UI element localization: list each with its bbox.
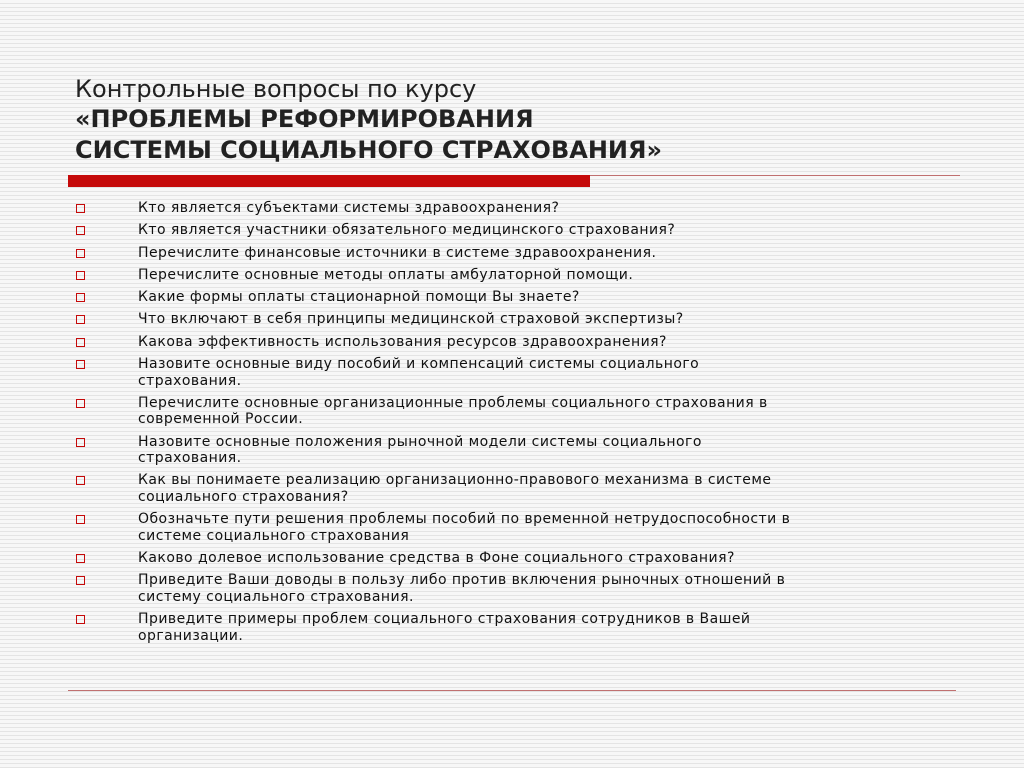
accent-bar xyxy=(68,175,590,187)
question-text: Приведите Ваши доводы в пользу либо против включения рыночных отношений в систему социального страхования. xyxy=(138,572,786,605)
divider-line xyxy=(590,175,960,176)
title-divider xyxy=(68,175,960,187)
question-text: Кто является участники обязательного медицинского страхования? xyxy=(138,222,676,239)
title-course-name: «ПРОБЛЕМЫ РЕФОРМИРОВАНИЯ СИСТЕМЫ СОЦИАЛЬНОГО СТРАХОВАНИЯ» xyxy=(75,105,662,164)
list-item xyxy=(74,200,944,217)
list-item xyxy=(74,511,944,544)
list-item xyxy=(74,611,944,644)
hollow-square-bullet-icon xyxy=(76,360,85,369)
question-text: Обозначьте пути решения проблемы пособий по временной нетрудоспособности в системе социального страхования xyxy=(138,511,791,544)
question-text: Назовите основные виду пособий и компенсаций системы социального страхования. xyxy=(138,356,700,389)
hollow-square-bullet-icon xyxy=(76,271,85,280)
list-item xyxy=(74,311,944,328)
question-text: Каково долевое использование средства в Фоне социального страхования? xyxy=(138,550,735,567)
title-intro: Контрольные вопросы по курсу xyxy=(75,75,477,103)
list-item xyxy=(74,550,944,567)
question-text: Какие формы оплаты стационарной помощи Вы знаете? xyxy=(138,289,580,306)
list-item xyxy=(74,245,944,262)
hollow-square-bullet-icon xyxy=(76,204,85,213)
list-item xyxy=(74,572,944,605)
question-text: Как вы понимаете реализацию организационно-правового механизма в системе социального страхования? xyxy=(138,472,772,505)
questions-list xyxy=(74,200,944,650)
list-item xyxy=(74,289,944,306)
hollow-square-bullet-icon xyxy=(76,293,85,302)
hollow-square-bullet-icon xyxy=(76,438,85,447)
question-text: Что включают в себя принципы медицинской страховой экспертизы? xyxy=(138,311,684,328)
hollow-square-bullet-icon xyxy=(76,338,85,347)
question-text: Кто является субъектами системы здравоохранения? xyxy=(138,200,560,216)
question-text: Перечислите основные организационные проблемы социального страхования в современной России. xyxy=(138,394,768,428)
bottom-divider xyxy=(68,690,956,691)
list-item xyxy=(74,267,944,284)
hollow-square-bullet-icon xyxy=(76,249,85,258)
question-text: Назовите основные положения рыночной модели системы социального страхования. xyxy=(138,433,702,467)
hollow-square-bullet-icon xyxy=(76,554,85,563)
hollow-square-bullet-icon xyxy=(76,576,85,585)
list-item xyxy=(74,334,944,351)
hollow-square-bullet-icon xyxy=(76,515,85,524)
list-item xyxy=(74,434,944,467)
list-item xyxy=(74,472,944,505)
hollow-square-bullet-icon xyxy=(76,226,85,235)
hollow-square-bullet-icon xyxy=(76,315,85,324)
list-item xyxy=(74,395,944,428)
list-item xyxy=(74,222,944,239)
list-item xyxy=(74,356,944,389)
hollow-square-bullet-icon xyxy=(76,615,85,624)
question-text: Перечислите финансовые источники в системе здравоохранения. xyxy=(138,244,657,261)
question-text: Какова эффективность использования ресурсов здравоохранения? xyxy=(138,333,667,350)
question-text: Перечислите основные методы оплаты амбулаторной помощи. xyxy=(138,266,634,283)
hollow-square-bullet-icon xyxy=(76,476,85,485)
hollow-square-bullet-icon xyxy=(76,399,85,408)
question-text: Приведите примеры проблем социального страхования сотрудников в Вашей организации. xyxy=(138,611,751,644)
slide-title xyxy=(75,74,955,166)
